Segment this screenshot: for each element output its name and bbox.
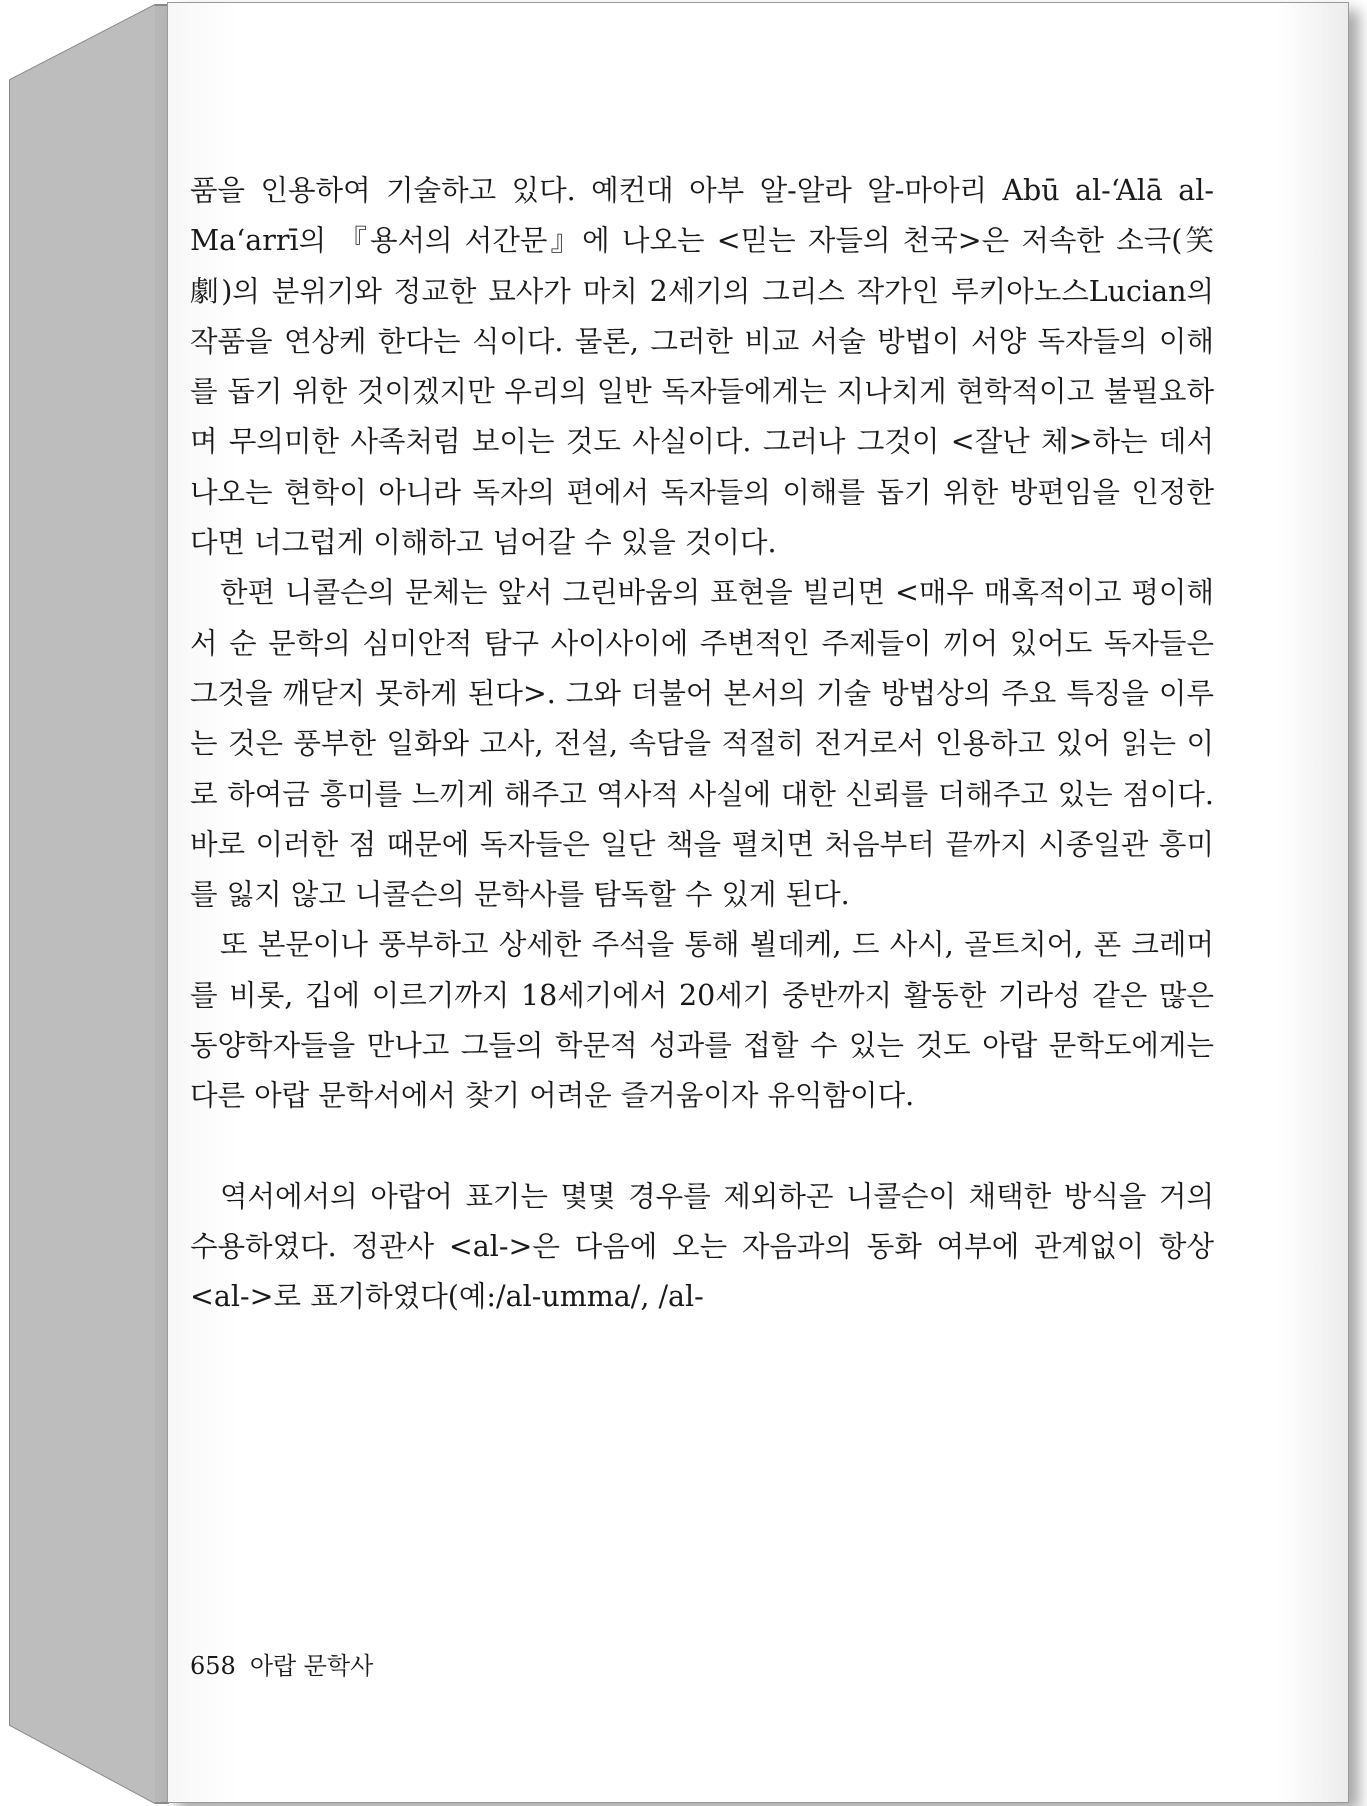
body-text [190, 166, 1214, 1323]
paragraph-4: 역서에서의 아랍어 표기는 몇몇 경우를 제외하곤 니콜슨이 채택한 방식을 거의 수용하였다. 정관사 <al->은 다음에 오는 자음과의 동화 여부에 관계없이 항상 <al->로 표기하였다(예:/al-umma/, /al- [190, 1179, 1214, 1314]
page-footer [190, 1646, 373, 1681]
paragraph-1: 품을 인용하여 기술하고 있다. 예컨대 아부 알-알라 알-마아리 Abū al-‘Alā al-Ma‘arrī의 『용서의 서간문』에 나오는 <믿는 자들의 천국>은 저속한 소극(笑劇)의 분위기와 정교한 묘사가 마치 2세기의 그리스 작가인 루키아노스Lucian의 작품을 연상케 한다는 식이다. 물론, 그러한 비교 서술 방법이 서양 독자들의 이해를 돕기 위한 것이겠지만 우리의 일반 독자들에게는 지나치게 현학적이고 불필요하며 무의미한 사족처럼 보이는 것도 사실이다. 그러나 그것이 <잘난 체>하는 데서 나오는 현학이 아니라 독자의 편에서 독자들의 이해를 돕기 위한 방편임을 인정한다면 너그럽게 이해하고 넘어갈 수 있을 것이다. [190, 174, 1214, 560]
page-number: 658 [190, 1652, 236, 1680]
paragraph-3: 또 본문이나 풍부하고 상세한 주석을 통해 뵐데케, 드 사시, 골트치어, 폰 크레머를 비롯, 깁에 이르기까지 18세기에서 20세기 중반까지 활동한 기라성 같은 많은 동양학자들을 만나고 그들의 학문적 성과를 접할 수 있는 것도 아랍 문학도에게는 다른 아랍 문학서에서 찾기 어려운 즐거움이자 유익함이다. [190, 928, 1214, 1113]
paragraph-2: 한편 니콜슨의 문체는 앞서 그린바움의 표현을 빌리면 <매우 매혹적이고 평이해서 순 문학의 심미안적 탐구 사이사이에 주변적인 주제들이 끼어 있어도 독자들은 그것을 깨닫지 못하게 된다>. 그와 더불어 본서의 기술 방법상의 주요 특징을 이루는 것은 풍부한 일화와 고사, 전설, 속담을 적절히 전거로서 인용하고 있어 읽는 이로 하여금 흥미를 느끼게 해주고 역사적 사실에 대한 신뢰를 더해주고 있는 점이다. 바로 이러한 점 때문에 독자들은 일단 책을 펼치면 처음부터 끝까지 시종일관 흥미를 잃지 않고 니콜슨의 문학사를 탐독할 수 있게 된다. [190, 576, 1214, 912]
running-title: 아랍 문학사 [249, 1652, 374, 1680]
paragraph-spacer [190, 1122, 1214, 1172]
